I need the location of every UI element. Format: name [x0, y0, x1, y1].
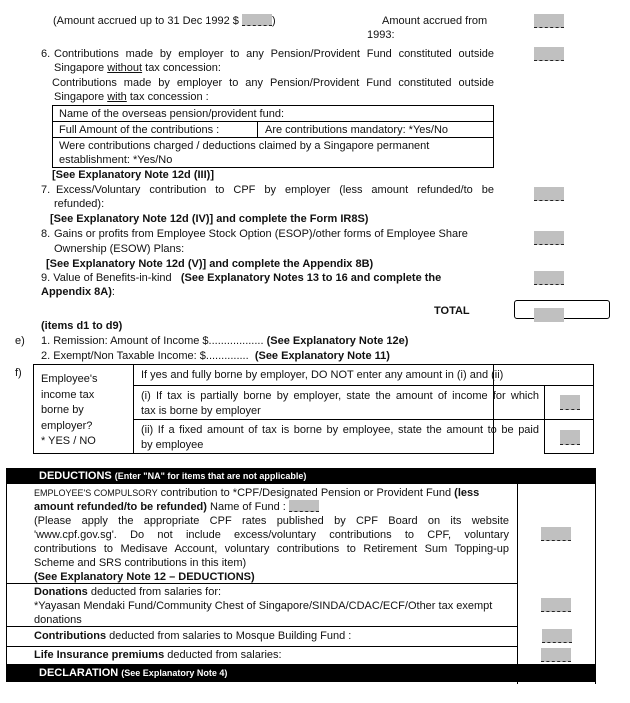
cpf-para-line4: Scheme and SRS contributions in this item): [34, 557, 247, 569]
remission-note: (See Explanatory Note 12e): [266, 335, 409, 347]
employee-tax-question: [41, 372, 131, 450]
fixed-amount-field[interactable]: [560, 430, 580, 445]
item6-without-field[interactable]: [534, 47, 564, 61]
mosque-text: deducted from salaries to Mosque Building Fund :: [106, 630, 352, 642]
charged-line2[interactable]: establishment: *Yes/No: [59, 154, 173, 166]
partially-borne-line1: [141, 389, 539, 403]
question-line: borne by: [41, 404, 84, 416]
item7-field[interactable]: [534, 187, 564, 201]
item6-without-word: without: [107, 62, 143, 74]
deductions-column-divider: [517, 484, 518, 684]
fund-name-label: Name of Fund :: [206, 501, 289, 513]
deductions-title: DEDUCTIONS: [39, 470, 112, 482]
cpf-para-line3: [34, 542, 509, 556]
total-label: TOTAL: [434, 305, 470, 317]
cpf-para: (Please apply the appropriate CPF rates published by CPF Board on its website: [34, 515, 509, 527]
accrued-from-1993-field[interactable]: [534, 14, 564, 28]
item6-with-line2: [54, 90, 209, 104]
fixed-amount-text: (ii) If a fixed amount of tax is borne by employee, state the amount to be paid: [141, 424, 539, 436]
accrued-1992-label: (Amount accrued up to 31 Dec 1992 $: [53, 15, 239, 27]
cpf-bold: (less: [454, 487, 480, 499]
cpf-para: contributions to Medisave Account, voluntary contributions to Retirement Sum Topping-up: [34, 543, 509, 555]
charged-line1: Were contributions charged / deductions claimed by a Singapore permanent: [59, 140, 430, 152]
declaration-note: (See Explanatory Note 4): [121, 668, 228, 678]
item6-with-pre: Singapore: [54, 91, 108, 103]
exempt-amount[interactable]: 2. Exempt/Non Taxable Income: $..............: [41, 350, 249, 362]
item6-without-pre: Singapore: [54, 62, 108, 74]
partially-borne-field[interactable]: [560, 395, 580, 410]
item6-without-post: tax concession:: [142, 62, 221, 74]
fixed-amount-line1: [141, 423, 539, 437]
donations-line2: *Yayasan Mendaki Fund/Community Chest of Singapore/SINDA/CDAC/ECF/Other tax exempt: [34, 600, 493, 612]
life-insurance-line: [34, 648, 282, 662]
exempt-line: [41, 349, 390, 363]
accrued-1992-line: [53, 14, 276, 28]
fund-name-field[interactable]: [289, 500, 319, 512]
total-items-label: (items d1 to d9): [41, 320, 123, 332]
cpf-line1: [34, 486, 509, 500]
deductions-right-border: [595, 484, 596, 684]
deductions-header: [6, 468, 596, 484]
deductions-note: (Enter "NA" for items that are not applicable): [114, 471, 307, 481]
table-divider: [257, 121, 258, 137]
donations-text: deducted from salaries for:: [87, 586, 222, 598]
question-line: employer?: [41, 419, 93, 432]
cpf-bold-2: amount refunded/to be refunded): [34, 501, 207, 513]
item6-without-line2: [54, 61, 221, 75]
donations-bold: Donations: [34, 586, 88, 598]
item9-text: 9. Value of Benefits-in-kind: [41, 272, 172, 284]
item8-field[interactable]: [534, 231, 564, 245]
item9-line2: [41, 285, 115, 299]
total-field[interactable]: [534, 308, 564, 322]
item9-colon: :: [111, 286, 115, 298]
partially-borne-text: (i) If tax is partially borne by employer, state the amount of income for which: [141, 390, 539, 402]
remission-line: [41, 334, 408, 348]
item8-line2: Ownership (ESOW) Plans:: [54, 243, 185, 255]
full-amount-label[interactable]: Full Amount of the contributions :: [59, 124, 220, 136]
item8-line1: Gains or profits from Employee Stock Option (ESOP)/other forms of Employee Share: [54, 228, 468, 240]
cpf-note: (See Explanatory Note 12 – DEDUCTIONS): [34, 571, 255, 583]
item6-with-line1: [52, 76, 494, 90]
item6-with-post: tax concession :: [126, 91, 209, 103]
item6-note: [See Explanatory Note 12d (III)]: [52, 169, 214, 181]
row-divider: [6, 626, 518, 627]
life-insurance-amount-field[interactable]: [541, 648, 571, 662]
item7-note: [See Explanatory Note 12d (IV)] and complete the Form IR8S): [50, 213, 369, 225]
item8-number: 8.: [41, 228, 51, 240]
donations-line3: donations: [34, 614, 82, 626]
item6-without-line1: [54, 47, 494, 61]
item9-line1: [41, 271, 441, 285]
donations-line1: [34, 585, 221, 599]
item7-line2: refunded):: [54, 198, 105, 210]
item9-field[interactable]: [534, 271, 564, 285]
declaration-header: [6, 664, 596, 682]
section-f-letter: f): [15, 367, 22, 379]
overseas-fund-name-label[interactable]: Name of the overseas pension/provident fund:: [59, 108, 285, 120]
cpf-para: 'www.cpf.gov.sg'. Do not include excess/voluntary contributions to CPF, voluntary: [34, 529, 509, 541]
question-line: income tax: [41, 388, 95, 401]
cpf-line2: [34, 500, 319, 514]
life-insurance-text: deducted from salaries:: [164, 649, 282, 661]
accrued-from-year: 1993:: [367, 29, 395, 41]
section-e-letter: e): [15, 335, 25, 347]
table-border-top: [133, 364, 594, 365]
yes-no-option[interactable]: * YES / NO: [41, 435, 96, 447]
table-divider: [133, 385, 594, 386]
cpf-text: contribution to *CPF/Designated Pension or Provident Fund: [157, 487, 455, 499]
fully-borne-instruction: If yes and fully borne by employer, DO NOT enter any amount in (i) and (ii): [141, 369, 504, 381]
item8-note: [See Explanatory Note 12d (V)] and complete the Appendix 8B): [46, 258, 374, 270]
mosque-amount-field[interactable]: [542, 629, 572, 643]
item6-number: 6.: [41, 48, 51, 60]
cpf-amount-field[interactable]: [541, 527, 571, 541]
item6-without-text: Contributions made by employer to any Pension/Provident Fund constituted outside: [54, 48, 494, 60]
item9-note: (See Explanatory Notes 13 to 16 and complete the: [180, 272, 442, 284]
cpf-caps: EMPLOYEE'S COMPULSORY: [34, 488, 158, 498]
table-divider: [133, 419, 594, 420]
accrued-1992-close: ): [271, 15, 276, 27]
item9-note-2: Appendix 8A): [41, 286, 112, 298]
table-divider: [52, 137, 494, 138]
item6-with-text: Contributions made by employer to any Pension/Provident Fund constituted outside: [52, 77, 494, 89]
life-insurance-bold: Life Insurance premiums: [34, 649, 165, 661]
item7-text: Excess/Voluntary contribution to CPF by employer (less amount refunded/to be: [56, 184, 494, 196]
mandatory-label[interactable]: Are contributions mandatory: *Yes/No: [265, 124, 449, 136]
cpf-para-line2: [34, 528, 509, 542]
table-divider: [52, 121, 494, 122]
accrued-from-label: Amount accrued from: [382, 15, 488, 27]
exempt-note: (See Explanatory Note 11): [254, 350, 390, 362]
partially-borne-line2: tax is borne by employer: [141, 405, 261, 417]
item7-line1: [56, 183, 494, 197]
remission-amount[interactable]: 1. Remission: Amount of Income $..................: [41, 335, 264, 347]
question-line: Employee's: [41, 373, 98, 385]
row-divider: [6, 646, 518, 647]
table-divider: [133, 364, 134, 454]
fixed-amount-line2: by employee: [141, 439, 204, 451]
declaration-title: DECLARATION: [39, 667, 119, 679]
cpf-para-line1: [34, 514, 509, 528]
accrued-1992-field[interactable]: [242, 14, 272, 26]
donations-amount-field[interactable]: [541, 598, 571, 612]
item6-with-word: with: [107, 91, 127, 103]
item7-number: 7.: [41, 184, 51, 196]
mosque-line: [34, 629, 351, 643]
mosque-bold: Contributions: [34, 630, 107, 642]
